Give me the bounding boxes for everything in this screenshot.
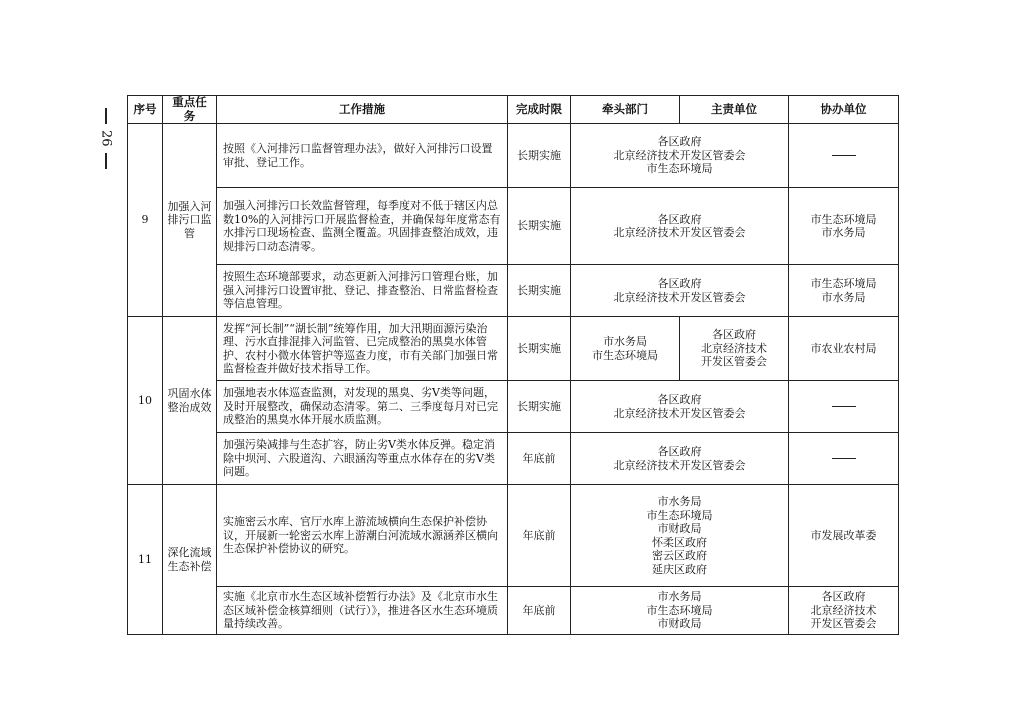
none-dash [832,155,856,156]
measure-cell: 发挥“河长制”“湖长制”统筹作用，加大汛期面源污染治理、污水直排混排入河监管、已完成整治的黑臭水体管护、农村小微水体管护等巡查力度，市有关部门加强日常监督检查并做好技术指导工作。 [217,317,508,381]
table-row [128,124,899,188]
task-table [127,95,899,635]
time-cell: 年底前 [508,485,571,587]
header-task: 重点任务 [163,96,217,124]
lead-main-cell: 各区政府 北京经济技术开发区管委会 [571,265,789,317]
time-cell: 长期实施 [508,317,571,381]
lead-main-cell: 市水务局 市生态环境局 市财政局 [571,587,789,635]
page-number-dash-top [105,108,107,124]
table-row [128,485,899,587]
time-cell: 年底前 [508,587,571,635]
seq-cell: 10 [128,317,163,485]
lead-main-cell: 各区政府 北京经济技术开发区管委会 [571,188,789,265]
table-row [128,587,899,635]
time-cell: 长期实施 [508,188,571,265]
table-row [128,433,899,485]
task-cell: 巩固水体整治成效 [163,317,217,485]
assist-cell [789,124,899,188]
measure-cell: 实施《北京市水生态区域补偿暂行办法》及《北京市水生态区域补偿金核算细则（试行）》，推进各区水生态环境质量持续改善。 [217,587,508,635]
measure-cell: 加强污染减排与生态扩容，防止劣Ⅴ类水体反弹。稳定消除中坝河、六股道沟、六眼涵沟等重点水体存在的劣Ⅴ类问题。 [217,433,508,485]
assist-cell: 市农业农村局 [789,317,899,381]
page-number [96,108,116,169]
header-assist: 协办单位 [789,96,899,124]
header-lead: 牵头部门 [571,96,680,124]
main-cell: 各区政府 北京经济技术 开发区管委会 [680,317,789,381]
measure-cell: 按照生态环境部要求，动态更新入河排污口管理台账，加强入河排污口设置审批、登记、排查整治、日常监督检查等信息管理。 [217,265,508,317]
seq-cell: 9 [128,124,163,317]
none-dash [832,458,856,459]
page-number-text: 26 [98,130,114,147]
measure-cell: 加强入河排污口长效监督管理，每季度对不低于辖区内总数10%的入河排污口开展监督检查，并确保每年度常态有水排污口现场检查、监测全覆盖。巩固排查整治成效，违规排污口动态清零。 [217,188,508,265]
task-cell: 加强入河排污口监管 [163,124,217,317]
lead-main-cell: 各区政府 北京经济技术开发区管委会 [571,381,789,433]
time-cell: 年底前 [508,433,571,485]
assist-cell: 市生态环境局 市水务局 [789,265,899,317]
task-cell: 深化流域生态补偿 [163,485,217,635]
table-row [128,265,899,317]
time-cell: 长期实施 [508,381,571,433]
header-seq: 序号 [128,96,163,124]
measure-cell: 实施密云水库、官厅水库上游流域横向生态保护补偿协议，开展新一轮密云水库上游潮白河流域水源涵养区横向生态保护补偿协议的研究。 [217,485,508,587]
time-cell: 长期实施 [508,265,571,317]
lead-main-cell: 各区政府 北京经济技术开发区管委会 市生态环境局 [571,124,789,188]
header-time: 完成时限 [508,96,571,124]
page-number-dash-bottom [105,153,107,169]
table-row [128,381,899,433]
measure-cell: 按照《入河排污口监督管理办法》，做好入河排污口设置审批、登记工作。 [217,124,508,188]
assist-cell: 市生态环境局 市水务局 [789,188,899,265]
header-main: 主责单位 [680,96,789,124]
header-row [128,96,899,124]
none-dash [832,406,856,407]
assist-cell: 各区政府 北京经济技术 开发区管委会 [789,587,899,635]
header-measure: 工作措施 [217,96,508,124]
assist-cell [789,433,899,485]
table-row [128,317,899,381]
lead-main-cell: 各区政府 北京经济技术开发区管委会 [571,433,789,485]
measure-cell: 加强地表水体巡查监测，对发现的黑臭、劣Ⅴ类等问题，及时开展整改，确保动态清零。第二、三季度每月对已完成整治的黑臭水体开展水质监测。 [217,381,508,433]
lead-main-cell: 市水务局 市生态环境局 市财政局 怀柔区政府 密云区政府 延庆区政府 [571,485,789,587]
assist-cell [789,381,899,433]
lead-cell: 市水务局 市生态环境局 [571,317,680,381]
table-row [128,188,899,265]
time-cell: 长期实施 [508,124,571,188]
assist-cell: 市发展改革委 [789,485,899,587]
seq-cell: 11 [128,485,163,635]
